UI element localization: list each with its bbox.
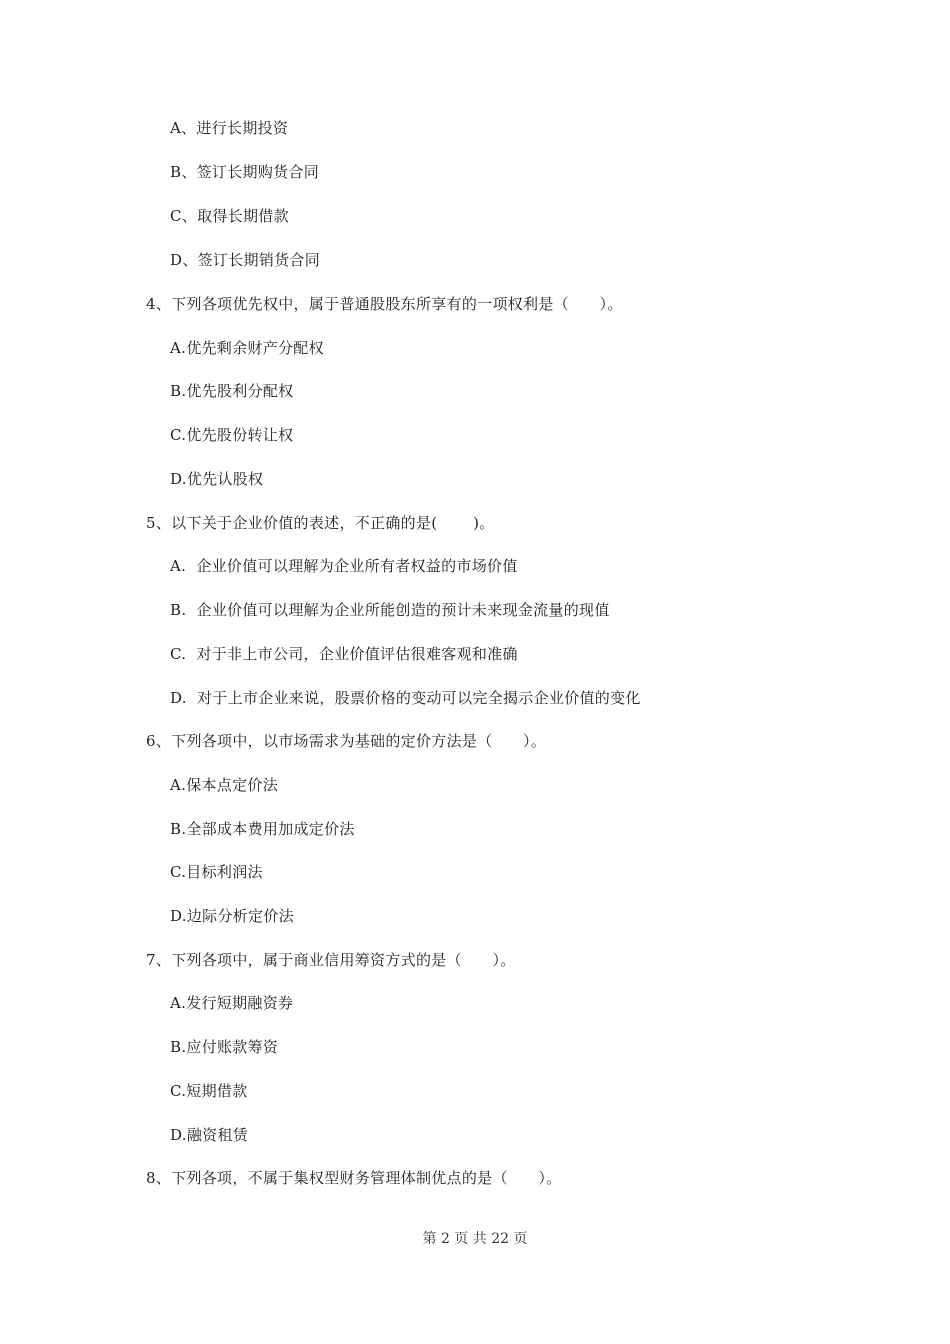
option-line: A.发行短期融资券 <box>170 994 294 1012</box>
option-line: C.目标利润法 <box>170 863 263 881</box>
option-line: C、取得长期借款 <box>170 207 289 225</box>
option-line: D.融资租赁 <box>170 1126 249 1144</box>
option-line: A. 企业价值可以理解为企业所有者权益的市场价值 <box>170 557 518 575</box>
question-text: 5、以下关于企业价值的表述，不正确的是( )。 <box>146 514 495 532</box>
question-text: 7、下列各项中，属于商业信用筹资方式的是（ ）。 <box>146 951 516 969</box>
option-line: C.短期借款 <box>170 1082 248 1100</box>
question-text: 8、下列各项，不属于集权型财务管理体制优点的是（ ）。 <box>146 1169 562 1187</box>
option-line: D.边际分析定价法 <box>170 907 294 925</box>
question-text: 4、下列各项优先权中，属于普通股股东所享有的一项权利是（ ）。 <box>146 295 623 313</box>
question-text: 6、下列各项中，以市场需求为基础的定价方法是（ ）。 <box>146 732 547 750</box>
option-line: B. 企业价值可以理解为企业所能创造的预计未来现金流量的现值 <box>170 601 610 619</box>
option-line: B.应付账款筹资 <box>170 1038 279 1056</box>
option-line: D、签订长期销货合同 <box>170 251 321 269</box>
option-line: A、进行长期投资 <box>170 119 289 137</box>
option-line: C.优先股份转让权 <box>170 426 294 444</box>
option-line: A.保本点定价法 <box>170 776 279 794</box>
option-line: B.全部成本费用加成定价法 <box>170 820 355 838</box>
option-line: B.优先股利分配权 <box>170 382 294 400</box>
option-line: D.优先认股权 <box>170 470 264 488</box>
page-footer: 第 2 页 共 22 页 <box>422 1231 528 1247</box>
option-line: A.优先剩余财产分配权 <box>170 339 324 357</box>
option-line: B、签订长期购货合同 <box>170 163 320 181</box>
option-line: D. 对于上市企业来说，股票价格的变动可以完全揭示企业价值的变化 <box>170 689 641 707</box>
option-line: C. 对于非上市公司，企业价值评估很难客观和准确 <box>170 645 518 663</box>
